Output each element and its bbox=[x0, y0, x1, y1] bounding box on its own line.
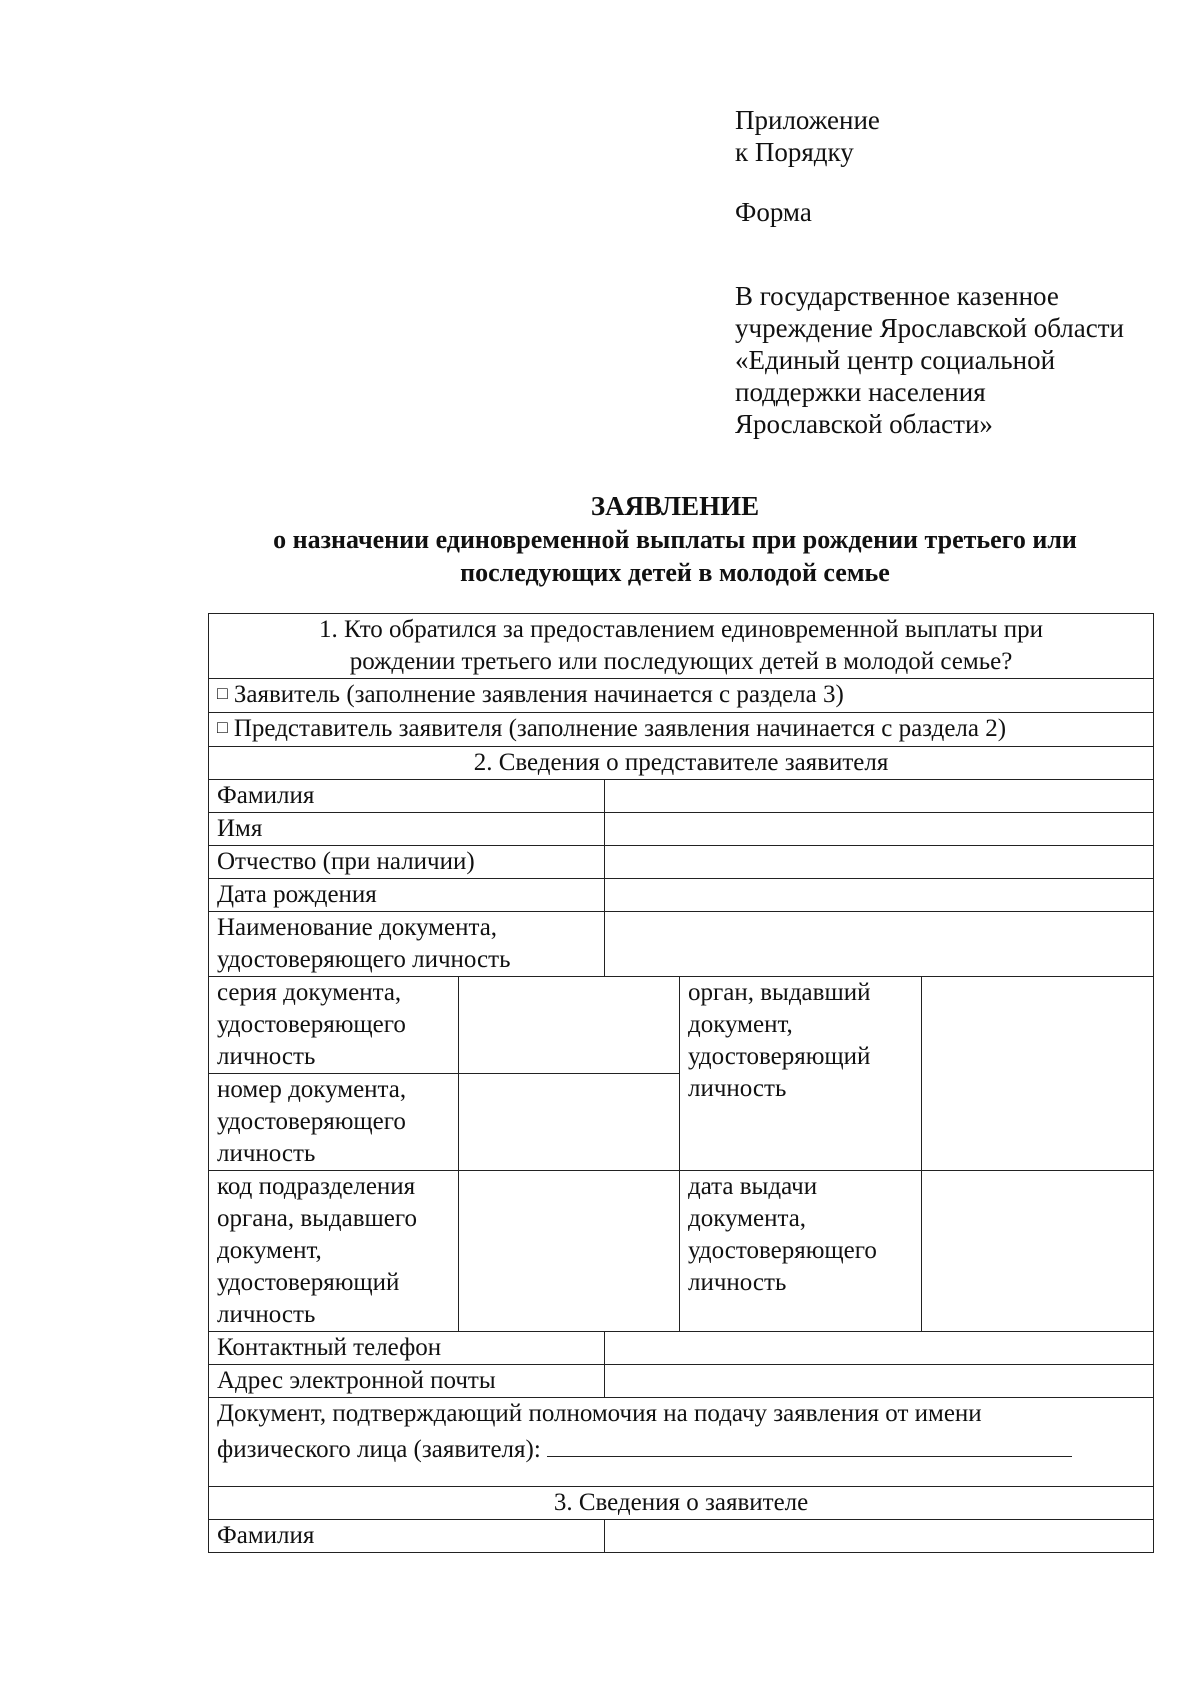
rep-email-label: Адрес электронной почты bbox=[209, 1365, 605, 1398]
rep-division-code-label: код подразделения органа, выдавшего документ, удостоверяющий личность bbox=[209, 1171, 459, 1332]
rep-name-row bbox=[209, 813, 1154, 846]
title-subtitle-line-1: о назначении единовременной выплаты при рождении третьего или bbox=[273, 525, 1077, 554]
addressee-line: Ярославской области» bbox=[735, 409, 993, 439]
rep-division-row bbox=[209, 1171, 1154, 1332]
rep-issue-date-label: дата выдачи документа, удостоверяющего личность bbox=[680, 1171, 922, 1332]
section3-heading: 3. Сведения о заявителе bbox=[209, 1487, 1154, 1520]
rep-issuer-field[interactable] bbox=[922, 977, 1154, 1171]
option-representative-label: Представитель заявителя (заполнение заявления начинается с раздела 2) bbox=[233, 715, 1007, 742]
rep-id-doc-field[interactable] bbox=[605, 912, 1154, 977]
rep-surname-label: Фамилия bbox=[209, 780, 605, 813]
rep-email-row bbox=[209, 1365, 1154, 1398]
title-main: ЗАЯВЛЕНИЕ bbox=[590, 491, 760, 521]
rep-phone-row bbox=[209, 1332, 1154, 1365]
rep-series-field[interactable] bbox=[459, 977, 680, 1074]
rep-name-field[interactable] bbox=[605, 813, 1154, 846]
appendix-line-2: к Порядку bbox=[735, 137, 854, 167]
authority-doc-label-line-1: Документ, подтверждающий полномочия на подачу заявления от имени bbox=[217, 1400, 982, 1427]
rep-surname-row bbox=[209, 780, 1154, 813]
option-applicant-label: Заявитель (заполнение заявления начинается с раздела 3) bbox=[233, 681, 844, 708]
rep-patronymic-label: Отчество (при наличии) bbox=[209, 846, 605, 879]
addressee-line: «Единый центр социальной bbox=[735, 345, 1056, 375]
appendix-line-1: Приложение bbox=[735, 105, 880, 135]
rep-patronymic-row bbox=[209, 846, 1154, 879]
checkbox-icon[interactable]: □ bbox=[217, 683, 228, 703]
authority-doc-label-line-2: физического лица (заявителя): bbox=[217, 1430, 1145, 1466]
rep-id-doc-label: Наименование документа, удостоверяющего личность bbox=[209, 912, 605, 977]
applicant-surname-label: Фамилия bbox=[209, 1520, 605, 1553]
authority-doc-field[interactable] bbox=[547, 1430, 1072, 1457]
rep-number-label: номер документа, удостоверяющего личность bbox=[209, 1074, 459, 1171]
rep-birthdate-label: Дата рождения bbox=[209, 879, 605, 912]
rep-issuer-label: орган, выдавший документ, удостоверяющий личность bbox=[680, 977, 922, 1171]
addressee-line: учреждение Ярославской области bbox=[735, 313, 1124, 343]
addressee-block bbox=[735, 280, 1175, 440]
rep-patronymic-field[interactable] bbox=[605, 846, 1154, 879]
section1-header-row bbox=[209, 614, 1154, 679]
checkbox-icon[interactable]: □ bbox=[217, 717, 228, 737]
section3-header-row bbox=[209, 1487, 1154, 1520]
document-title bbox=[200, 490, 1150, 589]
section2-heading: 2. Сведения о представителе заявителя bbox=[209, 747, 1154, 780]
option-representative[interactable] bbox=[209, 713, 1154, 747]
addressee-line: В государственное казенное bbox=[735, 281, 1059, 311]
rep-birthdate-row bbox=[209, 879, 1154, 912]
option-applicant-row bbox=[209, 679, 1154, 713]
authority-doc-cell bbox=[209, 1398, 1154, 1487]
rep-phone-label: Контактный телефон bbox=[209, 1332, 605, 1365]
rep-issue-date-field[interactable] bbox=[922, 1171, 1154, 1332]
application-form-table bbox=[208, 613, 1154, 1553]
authority-doc-row bbox=[209, 1398, 1154, 1487]
rep-series-row bbox=[209, 977, 1154, 1074]
rep-email-field[interactable] bbox=[605, 1365, 1154, 1398]
title-subtitle-line-2: последующих детей в молодой семье bbox=[460, 558, 890, 587]
option-applicant[interactable] bbox=[209, 679, 1154, 713]
addressee-line: поддержки населения bbox=[735, 377, 986, 407]
section1-question: 1. Кто обратился за предоставлением единовременной выплаты при рождении третьего или последующих детей в молодой семье? bbox=[209, 614, 1154, 679]
applicant-surname-row bbox=[209, 1520, 1154, 1553]
applicant-surname-field[interactable] bbox=[605, 1520, 1154, 1553]
rep-phone-field[interactable] bbox=[605, 1332, 1154, 1365]
rep-name-label: Имя bbox=[209, 813, 605, 846]
rep-id-doc-row bbox=[209, 912, 1154, 977]
form-label: Форма bbox=[735, 197, 812, 227]
rep-birthdate-field[interactable] bbox=[605, 879, 1154, 912]
rep-surname-field[interactable] bbox=[605, 780, 1154, 813]
appendix-reference bbox=[735, 104, 1175, 168]
rep-division-code-field[interactable] bbox=[459, 1171, 680, 1332]
rep-number-field[interactable] bbox=[459, 1074, 680, 1171]
section2-header-row bbox=[209, 747, 1154, 780]
rep-series-label: серия документа, удостоверяющего личность bbox=[209, 977, 459, 1074]
option-representative-row bbox=[209, 713, 1154, 747]
